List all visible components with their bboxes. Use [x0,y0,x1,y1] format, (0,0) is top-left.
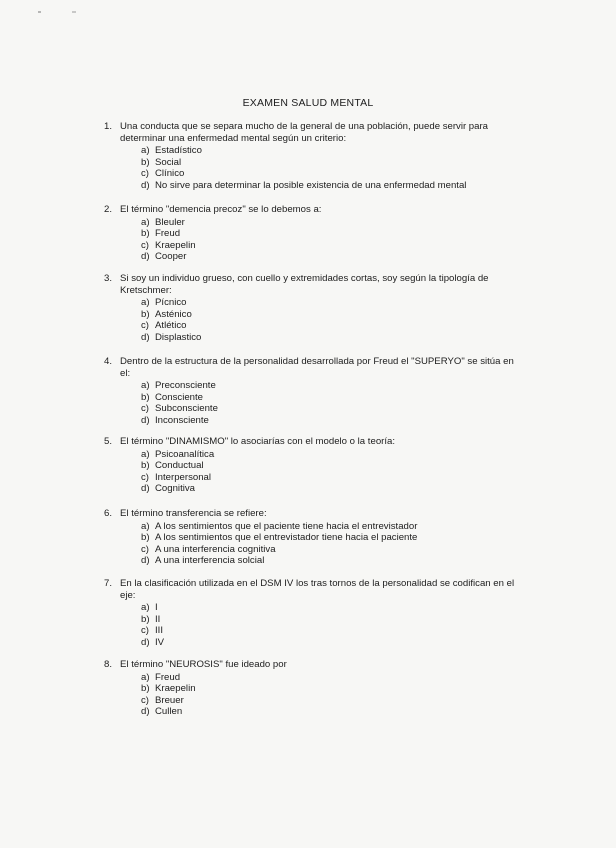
answer-option [141,544,524,556]
option-letter: b) [141,308,150,320]
answer-option [141,168,524,180]
option-letter: c) [141,168,149,180]
option-text: Kraepelin [155,683,196,695]
option-letter: d) [141,414,150,426]
option-text: Preconsciente [155,380,216,392]
option-list [141,672,524,718]
answer-option [141,332,524,344]
option-letter: b) [141,156,150,168]
option-text: Cognitiva [155,483,195,495]
option-text: Cooper [155,251,187,263]
option-letter: d) [141,331,150,343]
question-5 [104,436,524,495]
option-letter: d) [141,251,150,263]
question-number: 8. [104,659,113,670]
answer-option [141,380,524,392]
question-3 [104,273,524,344]
answer-option [141,625,524,637]
answer-option [141,157,524,169]
question-number: 7. [104,578,113,589]
option-letter: a) [141,145,150,157]
option-letter: c) [141,471,149,483]
option-letter: a) [141,671,150,683]
option-letter: a) [141,380,150,392]
option-list [141,217,524,263]
question-text: Si soy un individuo grueso, con cuello y extremidades cortas, soy según la tipología de Kretschmer: [120,273,489,296]
option-text: Kraepelin [155,239,196,251]
answer-option [141,180,524,192]
question-number: 6. [104,508,113,519]
option-letter: b) [141,228,150,240]
option-letter: d) [141,483,150,495]
option-letter: a) [141,216,150,228]
answer-option [141,228,524,240]
answer-option [141,251,524,263]
answer-option [141,403,524,415]
answer-option [141,683,524,695]
option-list [141,145,524,191]
question-text: El término transferencia se refiere: [120,508,267,519]
question-number: 4. [104,356,113,367]
answer-option [141,614,524,626]
option-text: A una interferencia cognitiva [155,543,276,555]
answer-option [141,483,524,495]
option-text: I [155,602,158,614]
option-text: Freud [155,228,181,240]
scan-mark-icon [38,10,78,14]
answer-option [141,706,524,718]
question-number: 5. [104,436,113,447]
answer-option [141,217,524,229]
option-list [141,449,524,495]
question-text: Una conducta que se separa mucho de la general de una población, puede servir para determinar una enfermedad mental según un criterio: [120,121,489,144]
option-text: Cullen [155,706,183,718]
option-letter: b) [141,532,150,544]
answer-option [141,672,524,684]
answer-option [141,449,524,461]
option-letter: a) [141,602,150,614]
answer-option [141,532,524,544]
question-4 [104,356,524,427]
option-list [141,521,524,567]
option-text: Displastico [155,331,202,343]
question-number: 2. [104,204,113,215]
option-text: Consciente [155,391,203,403]
option-letter: d) [141,179,150,191]
option-letter: c) [141,320,149,332]
answer-option [141,309,524,321]
option-text: Pícnico [155,297,187,309]
option-letter: c) [141,403,149,415]
question-6 [104,508,524,567]
answer-option [141,602,524,614]
question-8 [104,659,524,718]
option-text: A una interferencia solcial [155,555,265,567]
exam-title: EXAMEN SALUD MENTAL [242,97,374,109]
answer-option [141,392,524,404]
option-text: Asténico [155,308,192,320]
option-text: III [155,625,163,637]
option-text: Breuer [155,694,184,706]
option-list [141,380,524,426]
option-letter: d) [141,706,150,718]
answer-option [141,320,524,332]
question-1 [104,121,524,192]
option-text: Clínico [155,168,185,180]
option-letter: b) [141,391,150,403]
answer-option [141,695,524,707]
option-list [141,297,524,343]
option-text: Freud [155,671,181,683]
question-text: El término "NEUROSIS" fue ideado por [120,659,287,670]
option-text: No sirve para determinar la posible existencia de una enfermedad mental [155,179,467,191]
answer-option [141,521,524,533]
option-text: Psicoanalítica [155,448,215,460]
option-letter: b) [141,460,150,472]
answer-option [141,472,524,484]
option-letter: c) [141,543,149,555]
option-letter: b) [141,613,150,625]
option-text: Inconsciente [155,414,209,426]
option-text: A los sentimientos que el paciente tiene hacia el entrevistador [155,520,418,532]
option-letter: a) [141,448,150,460]
option-letter: b) [141,683,150,695]
question-2 [104,204,524,263]
option-text: Atlético [155,320,187,332]
question-number: 1. [104,121,113,132]
option-text: Bleuler [155,216,185,228]
answer-option [141,297,524,309]
question-text: El término "demencia precoz" se lo debemos a: [120,204,322,215]
option-list [141,602,524,648]
option-letter: c) [141,625,149,637]
option-text: II [155,613,161,625]
answer-option [141,460,524,472]
option-letter: d) [141,555,150,567]
option-letter: a) [141,297,150,309]
question-7 [104,578,524,649]
option-text: Social [155,156,182,168]
option-text: Subconsciente [155,403,218,415]
answer-option [141,415,524,427]
option-text: A los sentimientos que el entrevistador tiene hacia el paciente [155,532,418,544]
option-letter: a) [141,520,150,532]
answer-option [141,637,524,649]
option-text: IV [155,636,165,648]
option-text: Conductual [155,460,204,472]
answer-option [141,145,524,157]
answer-option [141,240,524,252]
option-text: Estadístico [155,145,202,157]
option-letter: d) [141,636,150,648]
option-letter: c) [141,694,149,706]
answer-option [141,555,524,567]
option-text: Interpersonal [155,471,211,483]
question-text: El término "DINAMISMO" lo asociarías con el modelo o la teoría: [120,436,396,447]
question-text: En la clasificación utilizada en el DSM IV los tras tornos de la personalidad se codifican en el eje: [120,578,515,601]
question-text: Dentro de la estructura de la personalidad desarrollada por Freud el "SUPERYO" se sitúa en el: [120,356,514,379]
question-number: 3. [104,273,113,284]
option-letter: c) [141,239,149,251]
